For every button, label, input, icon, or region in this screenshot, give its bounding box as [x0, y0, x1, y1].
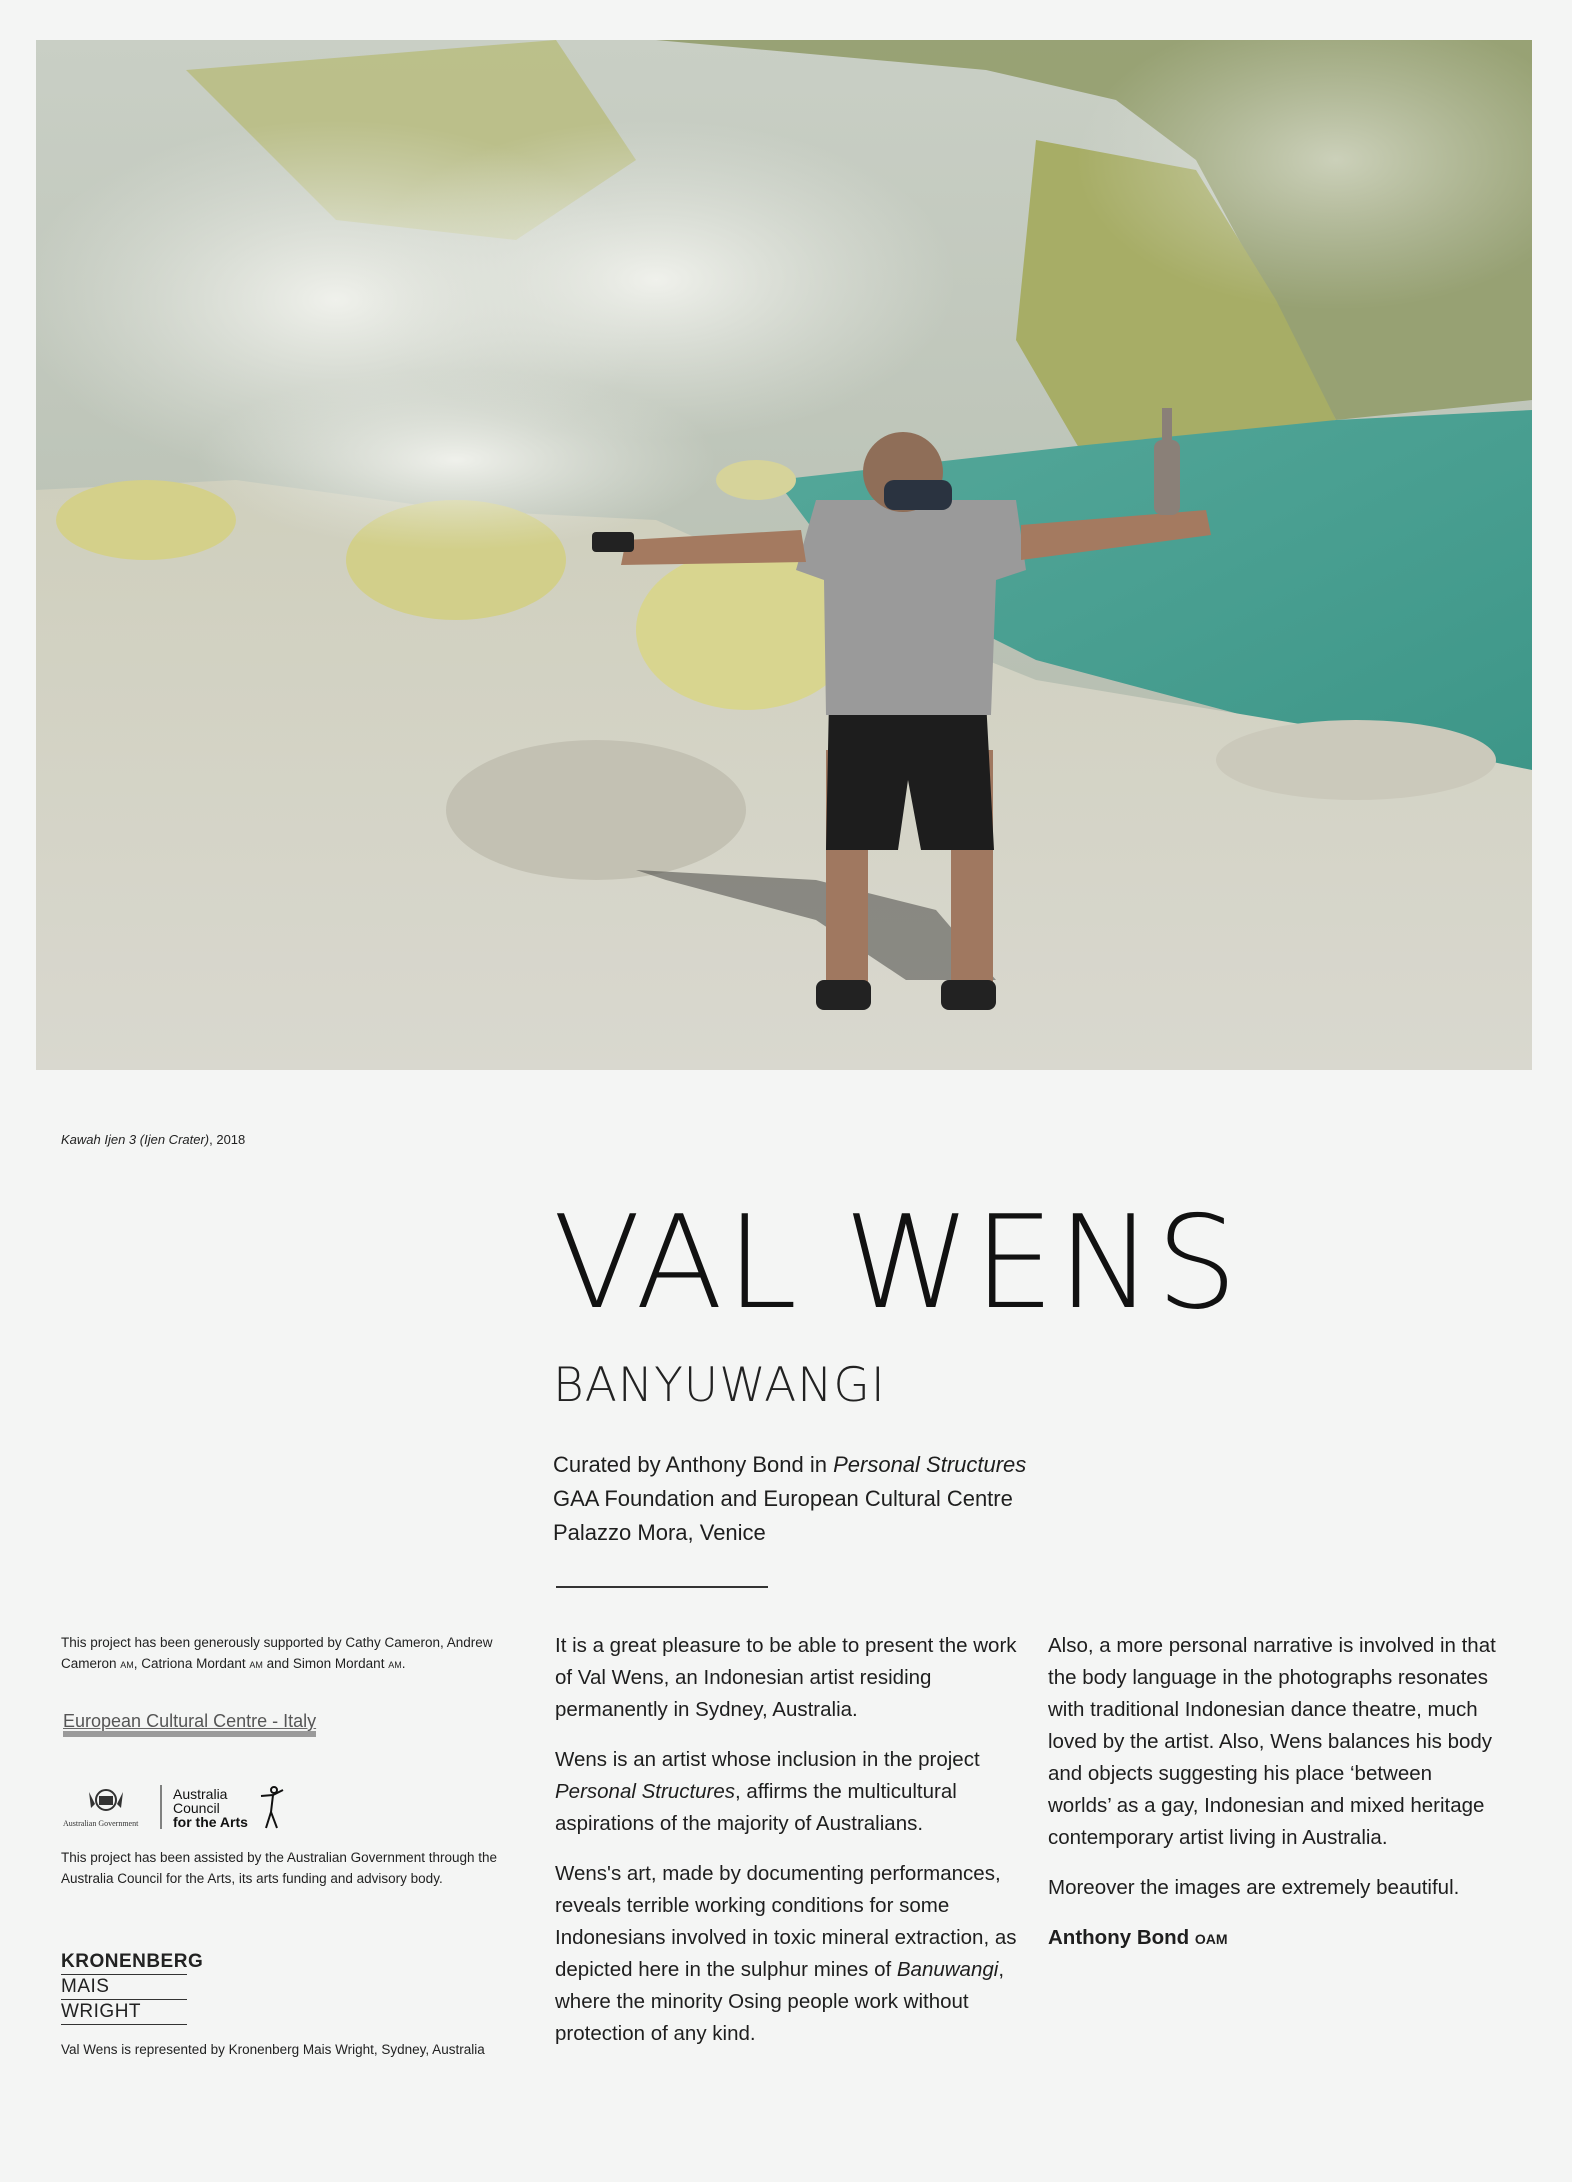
honour: AM: [249, 1659, 263, 1670]
curator-text: Curated by Anthony Bond in: [553, 1452, 834, 1477]
caption-year: , 2018: [209, 1132, 246, 1147]
essay-paragraph: [555, 1858, 1017, 2050]
signature: [1048, 1922, 1498, 1955]
support-text: , Catriona Mordant: [133, 1655, 246, 1671]
essay-paragraph: It is a great pleasure to be able to present the work of Val Wens, an Indonesian artist residing permanently in Sydney, Australia.: [555, 1634, 1017, 1721]
assisted-note: This project has been assisted by the Australian Government through the Australia Council for the Arts, its arts funding and advisory body.: [61, 1850, 498, 1886]
gallery-logo-line-1: KRONENBERG: [61, 1950, 187, 1975]
organisers-line: GAA Foundation and European Cultural Centre: [553, 1486, 1013, 1511]
essay-column-1: [555, 1630, 1017, 2068]
curator-line: [553, 1448, 1026, 1482]
project-name: Personal Structures: [833, 1452, 1027, 1477]
essay-italic: Personal Structures: [555, 1780, 736, 1803]
signature-name: Anthony Bond: [1048, 1926, 1190, 1949]
support-note: [61, 1633, 511, 1675]
essay-text: , affirms the multicultural aspirations of the majority of Australians.: [555, 1780, 957, 1835]
gallery-logo-line-2: MAIS: [61, 1975, 187, 2000]
australian-government-logo: [61, 1782, 291, 1832]
representation-note: Val Wens is represented by Kronenberg Mais Wright, Sydney, Australia: [61, 2042, 485, 2057]
essay-italic: Banuwangi: [896, 1958, 999, 1981]
essay-text: Wens is an artist whose inclusion in the project: [555, 1748, 980, 1771]
photo-caption: [61, 1132, 245, 1147]
signature-honour: OAM: [1194, 1931, 1228, 1947]
support-text: This project has been generously supported by Cathy Cameron, Andrew Cameron: [61, 1635, 493, 1671]
venue-line: Palazzo Mora, Venice: [553, 1520, 766, 1545]
essay-text: , where the minority Osing people work without protection of any kind.: [555, 1958, 1005, 2045]
honour: AM: [388, 1659, 402, 1670]
gov-label: Australian Government: [63, 1819, 139, 1828]
honour: AM: [120, 1659, 134, 1670]
ecc-logo: European Cultural Centre - Italy: [63, 1711, 316, 1737]
support-text: and Simon Mordant: [262, 1655, 385, 1671]
page-title: VAL WENS: [553, 1189, 1241, 1338]
divider: [556, 1586, 768, 1588]
support-text: .: [401, 1655, 406, 1671]
essay-paragraph: [555, 1744, 1017, 1840]
essay-text: Wens's art, made by documenting performances, reveals terrible working conditions for some Indonesians involved in toxic mineral extraction, as depicted here in the sulphur mines of: [555, 1862, 1017, 1981]
page-subtitle: BANYUWANGI: [553, 1358, 886, 1413]
essay-paragraph: Also, a more personal narrative is involved in that the body language in the photographs resonates with traditional Indonesian dance theatre, much loved by the artist. Also, Wens balances his body and objects suggesting his place ‘between worlds’ as a gay, Indonesian and mixed heritage contemporary artist living in Australia.: [1048, 1634, 1496, 1849]
crater-photo-illustration: [36, 40, 1532, 1070]
essay-paragraph: Moreover the images are extremely beautiful.: [1048, 1876, 1460, 1899]
credits: [553, 1448, 1026, 1550]
council-line-3: for the Arts: [173, 1814, 248, 1830]
dancer-icon: [261, 1787, 283, 1828]
gallery-logo-line-3: WRIGHT: [61, 2000, 187, 2025]
caption-title: Kawah Ijen 3 (Ijen Crater): [61, 1132, 210, 1147]
hero-photo: [36, 40, 1532, 1070]
gallery-logo: [61, 1950, 204, 2025]
council-line-2: Council: [173, 1800, 220, 1816]
essay-column-2: [1048, 1630, 1498, 1973]
council-line-1: Australia: [173, 1786, 228, 1802]
